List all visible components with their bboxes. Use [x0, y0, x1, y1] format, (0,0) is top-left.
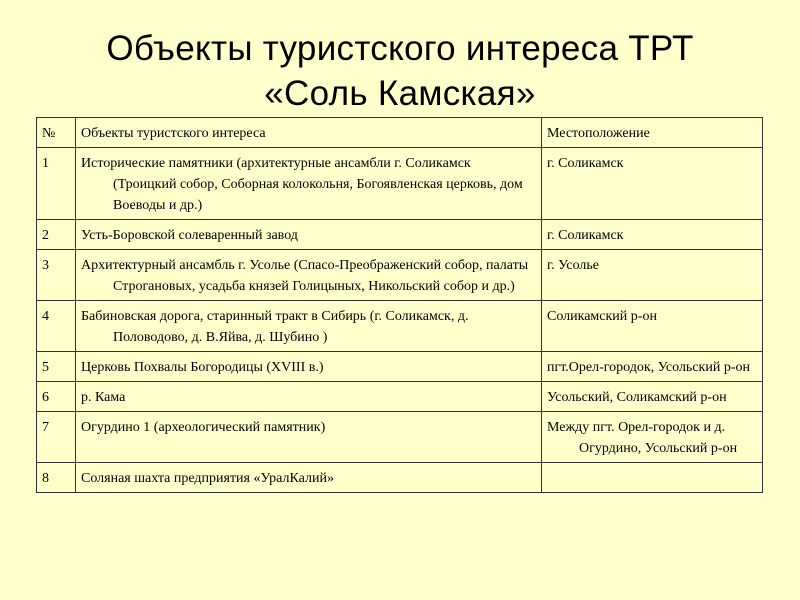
table-row [37, 250, 763, 301]
row-object: Соляная шахта предприятия «УралКалий» [76, 463, 542, 493]
row-location: Соликамский р-он [542, 301, 763, 352]
row-object: Церковь Похвалы Богородицы (XVIII в.) [76, 352, 542, 382]
row-location: г. Соликамск [542, 220, 763, 250]
table-row [37, 301, 763, 352]
table-row [37, 220, 763, 250]
row-number: 2 [37, 220, 76, 250]
row-location [542, 463, 763, 493]
header-object: Объекты туристского интереса [76, 118, 542, 148]
row-location: пгт.Орел-городок, Усольский р-он [542, 352, 763, 382]
row-number: 5 [37, 352, 76, 382]
slide-title [0, 26, 800, 116]
row-object: Огурдино 1 (археологический памятник) [76, 412, 542, 463]
row-number: 4 [37, 301, 76, 352]
row-number: 3 [37, 250, 76, 301]
slide-title-line-2: «Соль Камская» [264, 74, 536, 113]
row-location: Усольский, Соликамский р-он [542, 382, 763, 412]
row-location: Между пгт. Орел-городок и д. Огурдино, Усольский р-он [542, 412, 763, 463]
row-number: 6 [37, 382, 76, 412]
row-number: 7 [37, 412, 76, 463]
table-row [37, 412, 763, 463]
table-header-row [37, 118, 763, 148]
row-number: 1 [37, 148, 76, 220]
row-number: 8 [37, 463, 76, 493]
row-object: Усть-Боровской солеваренный завод [76, 220, 542, 250]
slide-title-line-1: Объекты туристского интереса ТРТ [106, 29, 694, 68]
header-number: № [37, 118, 76, 148]
table-row [37, 382, 763, 412]
row-object: р. Кама [76, 382, 542, 412]
row-location: г. Усолье [542, 250, 763, 301]
table-row [37, 352, 763, 382]
row-object: Исторические памятники (архитектурные ансамбли г. Соликамск (Троицкий собор, Соборная колокольня, Богоявленская церковь, дом Воеводы и др.) [76, 148, 542, 220]
table-row [37, 148, 763, 220]
row-object: Бабиновская дорога, старинный тракт в Сибирь (г. Соликамск, д. Половодово, д. В.Яйва, д. Шубино ) [76, 301, 542, 352]
row-object: Архитектурный ансамбль г. Усолье (Спасо-Преображенский собор, палаты Строгановых, усадьба князей Голицыных, Никольский собор и др.) [76, 250, 542, 301]
row-location: г. Соликамск [542, 148, 763, 220]
table-row [37, 463, 763, 493]
header-location: Местоположение [542, 118, 763, 148]
tourist-objects-table [36, 117, 763, 493]
